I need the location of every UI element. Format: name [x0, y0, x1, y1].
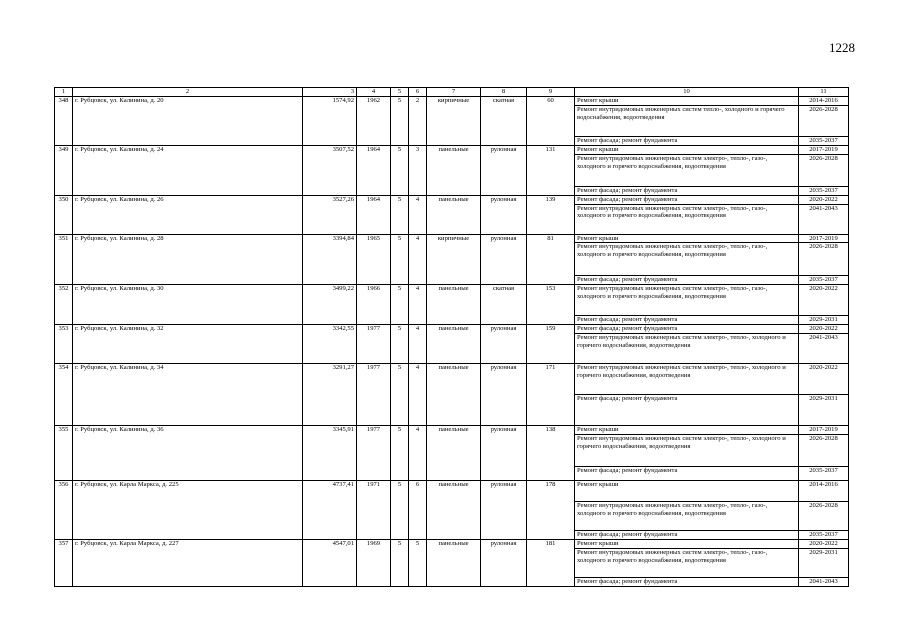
work-period: 2014-2016: [799, 96, 849, 105]
wall-material: панельные: [427, 325, 481, 364]
work-period: 2017-2019: [799, 145, 849, 154]
address: г. Рубцовск, ул. Калинина, д. 32: [73, 325, 303, 364]
table-row: [55, 426, 849, 435]
row-number: 357: [55, 540, 73, 587]
flat-count: 178: [527, 481, 575, 540]
work-type: Ремонт крыши: [575, 540, 799, 549]
column-number: 4: [357, 88, 391, 97]
work-type: Ремонт внутридомовых инженерных систем электро-, тепло-, газо-, холодного и горячего водоснабжения, водоотведения: [575, 204, 799, 234]
work-period: 2026-2028: [799, 435, 849, 467]
table-row: [55, 325, 849, 334]
work-period: 2041-2043: [799, 577, 849, 586]
work-period: 2020-2022: [799, 195, 849, 204]
work-period: 2041-2043: [799, 334, 849, 364]
column-number: 10: [575, 88, 799, 97]
flat-count: 153: [527, 285, 575, 325]
column-number: 1: [55, 88, 73, 97]
flat-count: 139: [527, 195, 575, 234]
address: г. Рубцовск, ул. Калинина, д. 34: [73, 364, 303, 426]
address: г. Рубцовск, ул. Калинина, д. 30: [73, 285, 303, 325]
column-number: 3: [303, 88, 357, 97]
floor-count: 5: [391, 481, 409, 540]
column-number-row: [55, 88, 849, 97]
work-type: Ремонт внутридомовых инженерных систем электро-, тепло-, газо-, холодного и горячего водоснабжения, водоотведения: [575, 154, 799, 186]
flat-count: 81: [527, 234, 575, 285]
work-period: 2017-2019: [799, 234, 849, 243]
column-number: 7: [427, 88, 481, 97]
wall-material: панельные: [427, 145, 481, 195]
work-type: Ремонт фасада; ремонт фундамента: [575, 325, 799, 334]
floor-count: 5: [391, 540, 409, 587]
work-type: Ремонт крыши: [575, 234, 799, 243]
total-area: 4547,01: [303, 540, 357, 587]
work-period: 2041-2043: [799, 204, 849, 234]
work-period: 2035-2037: [799, 531, 849, 540]
work-type: Ремонт фасада; ремонт фундамента: [575, 186, 799, 195]
work-period: 2014-2016: [799, 481, 849, 502]
work-type: Ремонт фасада; ремонт фундамента: [575, 136, 799, 145]
entrance-count: 4: [409, 325, 427, 364]
roof-type: рулонная: [481, 325, 527, 364]
address: г. Рубцовск, ул. Калинина, д. 28: [73, 234, 303, 285]
work-period: 2035-2037: [799, 186, 849, 195]
roof-type: скатная: [481, 285, 527, 325]
build-year: 1962: [357, 96, 391, 145]
work-type: Ремонт фасада; ремонт фундамента: [575, 395, 799, 426]
total-area: 3345,91: [303, 426, 357, 481]
work-type: Ремонт крыши: [575, 145, 799, 154]
build-year: 1977: [357, 364, 391, 426]
row-number: 353: [55, 325, 73, 364]
work-type: Ремонт фасада; ремонт фундамента: [575, 276, 799, 285]
floor-count: 5: [391, 325, 409, 364]
build-year: 1971: [357, 481, 391, 540]
work-period: 2026-2028: [799, 243, 849, 276]
work-type: Ремонт внутридомовых инженерных систем электро-, тепло-, холодного и горячего водоснабжения, водоотведения: [575, 334, 799, 364]
work-type: Ремонт крыши: [575, 481, 799, 502]
build-year: 1965: [357, 234, 391, 285]
address: г. Рубцовск, ул. Калинина, д. 36: [73, 426, 303, 481]
roof-type: рулонная: [481, 145, 527, 195]
work-type: Ремонт фасада; ремонт фундамента: [575, 467, 799, 481]
wall-material: панельные: [427, 195, 481, 234]
work-period: 2026-2028: [799, 105, 849, 136]
column-number: 8: [481, 88, 527, 97]
address: г. Рубцовск, ул. Карла Маркса, д. 227: [73, 540, 303, 587]
work-period: 2020-2022: [799, 364, 849, 395]
entrance-count: 4: [409, 364, 427, 426]
work-type: Ремонт внутридомовых инженерных систем электро-, тепло-, холодного и горячего водоснабжения, водоотведения: [575, 364, 799, 395]
table-row: [55, 285, 849, 316]
wall-material: панельные: [427, 285, 481, 325]
entrance-count: 3: [409, 145, 427, 195]
total-area: 3342,55: [303, 325, 357, 364]
roof-type: рулонная: [481, 195, 527, 234]
flat-count: 181: [527, 540, 575, 587]
wall-material: панельные: [427, 426, 481, 481]
column-number: 6: [409, 88, 427, 97]
wall-material: панельные: [427, 364, 481, 426]
wall-material: панельные: [427, 540, 481, 587]
floor-count: 5: [391, 426, 409, 481]
table-row: [55, 195, 849, 204]
total-area: 3507,52: [303, 145, 357, 195]
work-type: Ремонт фасада; ремонт фундамента: [575, 577, 799, 586]
roof-type: рулонная: [481, 364, 527, 426]
work-period: 2017-2019: [799, 426, 849, 435]
work-type: Ремонт внутридомовых инженерных систем электро-, тепло-, газо-, холодного и горячего водоснабжения, водоотведения: [575, 243, 799, 276]
build-year: 1977: [357, 325, 391, 364]
flat-count: 159: [527, 325, 575, 364]
table-row: [55, 96, 849, 105]
column-number: 2: [73, 88, 303, 97]
floor-count: 5: [391, 285, 409, 325]
total-area: 3499,22: [303, 285, 357, 325]
build-year: 1977: [357, 426, 391, 481]
flat-count: 138: [527, 426, 575, 481]
build-year: 1964: [357, 195, 391, 234]
floor-count: 5: [391, 364, 409, 426]
floor-count: 5: [391, 195, 409, 234]
row-number: 348: [55, 96, 73, 145]
address: г. Рубцовск, ул. Карла Маркса, д. 225: [73, 481, 303, 540]
column-number: 9: [527, 88, 575, 97]
work-type: Ремонт фасада; ремонт фундамента: [575, 195, 799, 204]
build-year: 1966: [357, 285, 391, 325]
work-period: 2026-2028: [799, 154, 849, 186]
roof-type: рулонная: [481, 426, 527, 481]
total-area: 1574,92: [303, 96, 357, 145]
total-area: 3394,84: [303, 234, 357, 285]
work-period: 2020-2022: [799, 285, 849, 316]
work-period: 2026-2028: [799, 502, 849, 531]
total-area: 4737,41: [303, 481, 357, 540]
row-number: 352: [55, 285, 73, 325]
work-type: Ремонт внутридомовых инженерных систем электро-, тепло-, газо-, холодного и горячего водоснабжения, водоотведения: [575, 285, 799, 316]
flat-count: 171: [527, 364, 575, 426]
wall-material: панельные: [427, 481, 481, 540]
table-row: [55, 540, 849, 549]
work-period: 2029-2031: [799, 395, 849, 426]
row-number: 351: [55, 234, 73, 285]
entrance-count: 4: [409, 234, 427, 285]
address: г. Рубцовск, ул. Калинина, д. 20: [73, 96, 303, 145]
table-row: [55, 145, 849, 154]
row-number: 355: [55, 426, 73, 481]
work-period: 2035-2037: [799, 136, 849, 145]
work-type: Ремонт крыши: [575, 96, 799, 105]
entrance-count: 5: [409, 540, 427, 587]
roof-type: рулонная: [481, 481, 527, 540]
floor-count: 5: [391, 145, 409, 195]
floor-count: 5: [391, 96, 409, 145]
entrance-count: 2: [409, 96, 427, 145]
row-number: 349: [55, 145, 73, 195]
page-number: 1228: [829, 40, 855, 55]
floor-count: 5: [391, 234, 409, 285]
entrance-count: 6: [409, 481, 427, 540]
roof-type: рулонная: [481, 234, 527, 285]
total-area: 3291,27: [303, 364, 357, 426]
work-type: Ремонт фасада; ремонт фундамента: [575, 316, 799, 325]
work-type: Ремонт внутридомовых инженерных систем тепло-, холодного и горячего водоснабжения, водоотведения: [575, 105, 799, 136]
row-number: 354: [55, 364, 73, 426]
entrance-count: 4: [409, 426, 427, 481]
work-type: Ремонт внутридомовых инженерных систем электро-, тепло-, газо-, холодного и горячего водоснабжения, водоотведения: [575, 548, 799, 577]
work-type: Ремонт фасада; ремонт фундамента: [575, 531, 799, 540]
roof-type: скатная: [481, 96, 527, 145]
roof-type: рулонная: [481, 540, 527, 587]
table-row: [55, 364, 849, 395]
work-type: Ремонт внутридомовых инженерных систем электро-, тепло-, газо-, холодного и горячего водоснабжения, водоотведения: [575, 502, 799, 531]
table-row: [55, 234, 849, 243]
wall-material: кирпичные: [427, 96, 481, 145]
wall-material: кирпичные: [427, 234, 481, 285]
flat-count: 131: [527, 145, 575, 195]
work-period: 2035-2037: [799, 276, 849, 285]
work-period: 2020-2022: [799, 540, 849, 549]
row-number: 356: [55, 481, 73, 540]
work-type: Ремонт внутридомовых инженерных систем электро-, тепло-, холодного и горячего водоснабжения, водоотведения: [575, 435, 799, 467]
work-period: 2020-2022: [799, 325, 849, 334]
work-period: 2029-2031: [799, 316, 849, 325]
address: г. Рубцовск, ул. Калинина, д. 26: [73, 195, 303, 234]
flat-count: 60: [527, 96, 575, 145]
work-period: 2035-2037: [799, 467, 849, 481]
row-number: 350: [55, 195, 73, 234]
work-period: 2029-2031: [799, 548, 849, 577]
entrance-count: 4: [409, 195, 427, 234]
address: г. Рубцовск, ул. Калинина, д. 24: [73, 145, 303, 195]
entrance-count: 4: [409, 285, 427, 325]
total-area: 3527,26: [303, 195, 357, 234]
column-number: 11: [799, 88, 849, 97]
repair-schedule-table: [54, 87, 849, 587]
build-year: 1964: [357, 145, 391, 195]
work-type: Ремонт крыши: [575, 426, 799, 435]
build-year: 1969: [357, 540, 391, 587]
column-number: 5: [391, 88, 409, 97]
table-row: [55, 481, 849, 502]
